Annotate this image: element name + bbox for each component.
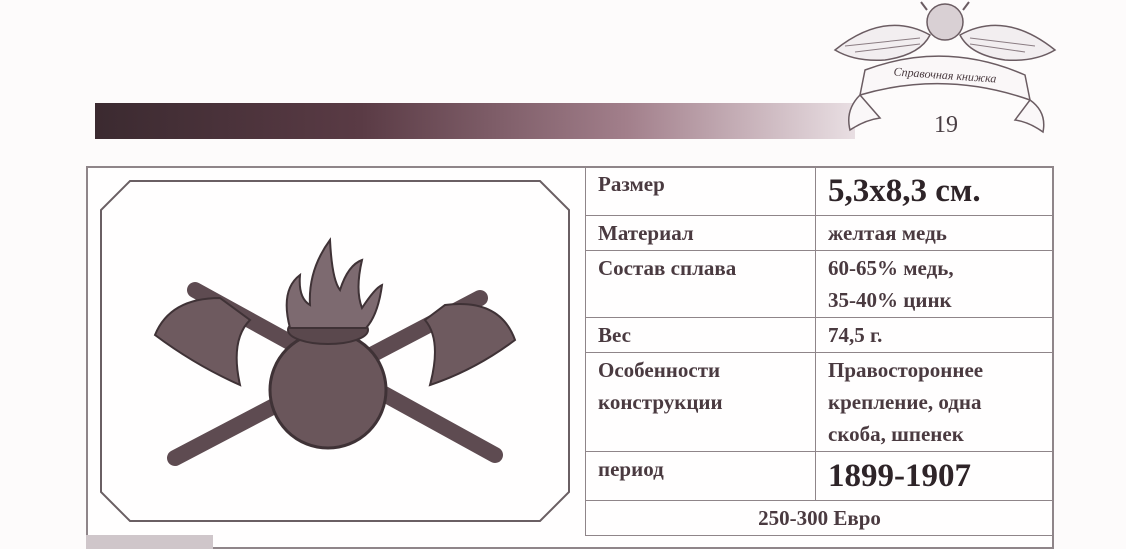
table-row [586,353,1054,452]
size-value: 5,3x8,3 см. [816,167,1054,216]
features-label-line-1: Особенности [598,358,721,382]
material-label: Материал [586,216,816,251]
header-bar [95,103,855,139]
table-row [586,318,1054,353]
table-row [586,452,1054,501]
alloy-value-line-2: 35-40% цинк [828,288,952,312]
weight-value: 74,5 г. [816,318,1054,353]
period-label: период [586,452,816,501]
features-value-line-2: крепление, одна [828,390,982,414]
weight-label: Вес [586,318,816,353]
price-value: 250-300 Евро [586,501,1054,536]
emblem-ribbon-text: Справочная книжка [893,64,997,86]
features-value-line-1: Правостороннее [828,358,984,382]
badge-photo [100,180,570,522]
alloy-value-line-1: 60-65% медь, [828,256,954,280]
bottom-strip [86,535,213,549]
material-value: желтая медь [816,216,1054,251]
table-row [586,216,1054,251]
specs-table [585,166,1054,536]
features-label-line-2: конструкции [598,390,723,414]
alloy-label: Состав сплава [586,251,816,318]
table-row [586,167,1054,216]
table-row [586,501,1054,536]
alloy-value [816,251,1054,318]
page-number: 19 [934,112,958,138]
size-label: Размер [586,167,816,216]
table-row [586,251,1054,318]
features-label [586,353,816,452]
period-value: 1899-1907 [816,452,1054,501]
features-value [816,353,1054,452]
features-value-line-3: скоба, шпенек [828,422,964,446]
